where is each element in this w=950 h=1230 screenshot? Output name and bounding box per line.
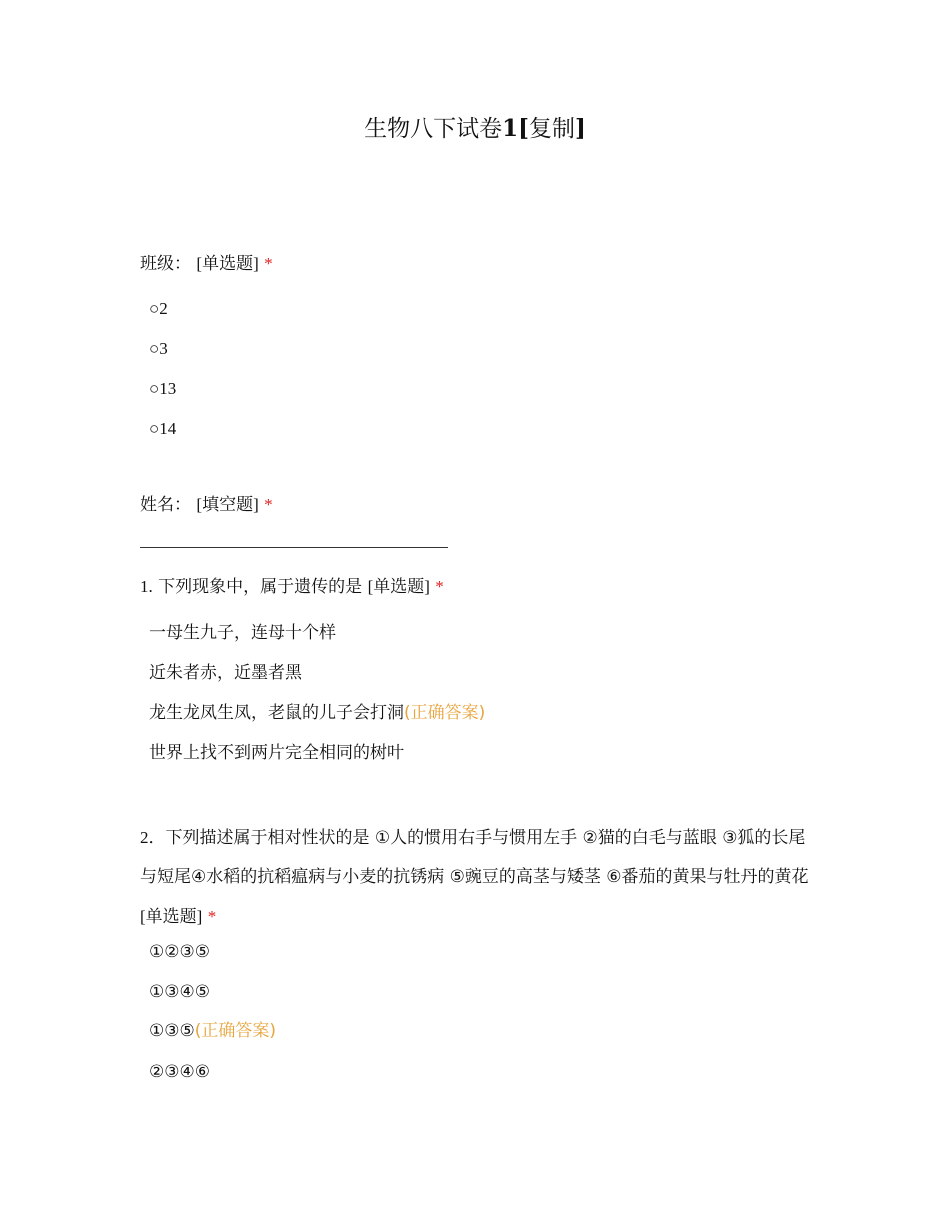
option-text: 龙生龙凤生凤，老鼠的儿子会打洞 (149, 703, 404, 723)
question-2 (140, 818, 820, 937)
option-text: ①③⑤ (149, 1021, 195, 1041)
title-number: 1[ (502, 115, 529, 142)
question-label: 班级： (140, 254, 191, 274)
question-number: 1. (140, 577, 153, 596)
option-class-14[interactable]: ○14 (149, 419, 177, 438)
question-text: 下列描述属于相对性状的是 ①人的惯用右手与惯用左手 ②猫的白毛与蓝眼 ③狐的长尾与短尾④水稻的抗稻瘟病与小麦的抗锈病 ⑤豌豆的高茎与矮茎 ⑥番茄的黄果与牡丹的黄花 (140, 828, 809, 887)
title-close-bracket: ] (575, 115, 586, 142)
required-mark: * (264, 254, 273, 273)
option-q2-b[interactable]: ①③④⑤ (149, 982, 210, 1002)
question-label: 姓名： (140, 495, 191, 515)
option-class-3[interactable]: ○3 (149, 339, 168, 358)
title-copy: 复制 (529, 116, 575, 142)
question-type: [单选题] (196, 254, 259, 273)
required-mark: * (264, 495, 273, 514)
option-q2-c[interactable] (149, 1021, 276, 1041)
required-mark: * (207, 907, 217, 926)
correct-answer-label: (正确答案) (194, 1021, 276, 1041)
option-class-2[interactable]: ○2 (149, 299, 168, 318)
option-q1-b[interactable]: 近朱者赤，近墨者黑 (149, 663, 302, 683)
question-text: 下列现象中，属于遗传的是 (158, 577, 363, 597)
question-type: [填空题] (196, 495, 259, 514)
question-name (140, 495, 273, 515)
option-q1-c[interactable] (149, 703, 485, 723)
question-1 (140, 577, 444, 597)
required-mark: * (435, 577, 444, 596)
page-title (0, 110, 950, 143)
name-blank-field[interactable] (140, 547, 448, 548)
option-q1-a[interactable]: 一母生九子，连母十个样 (149, 623, 336, 643)
correct-answer-label: (正确答案) (404, 703, 486, 723)
question-number: 2． (140, 828, 166, 847)
question-class (140, 254, 273, 274)
option-q2-a[interactable]: ①②③⑤ (149, 942, 210, 962)
question-type: [单选题] (140, 907, 203, 926)
option-class-13[interactable]: ○13 (149, 379, 177, 398)
option-q1-d[interactable]: 世界上找不到两片完全相同的树叶 (149, 743, 404, 763)
question-type: [单选题] (367, 577, 430, 596)
option-q2-d[interactable]: ②③④⑥ (149, 1062, 210, 1082)
title-main: 生物八下试卷 (364, 116, 503, 142)
